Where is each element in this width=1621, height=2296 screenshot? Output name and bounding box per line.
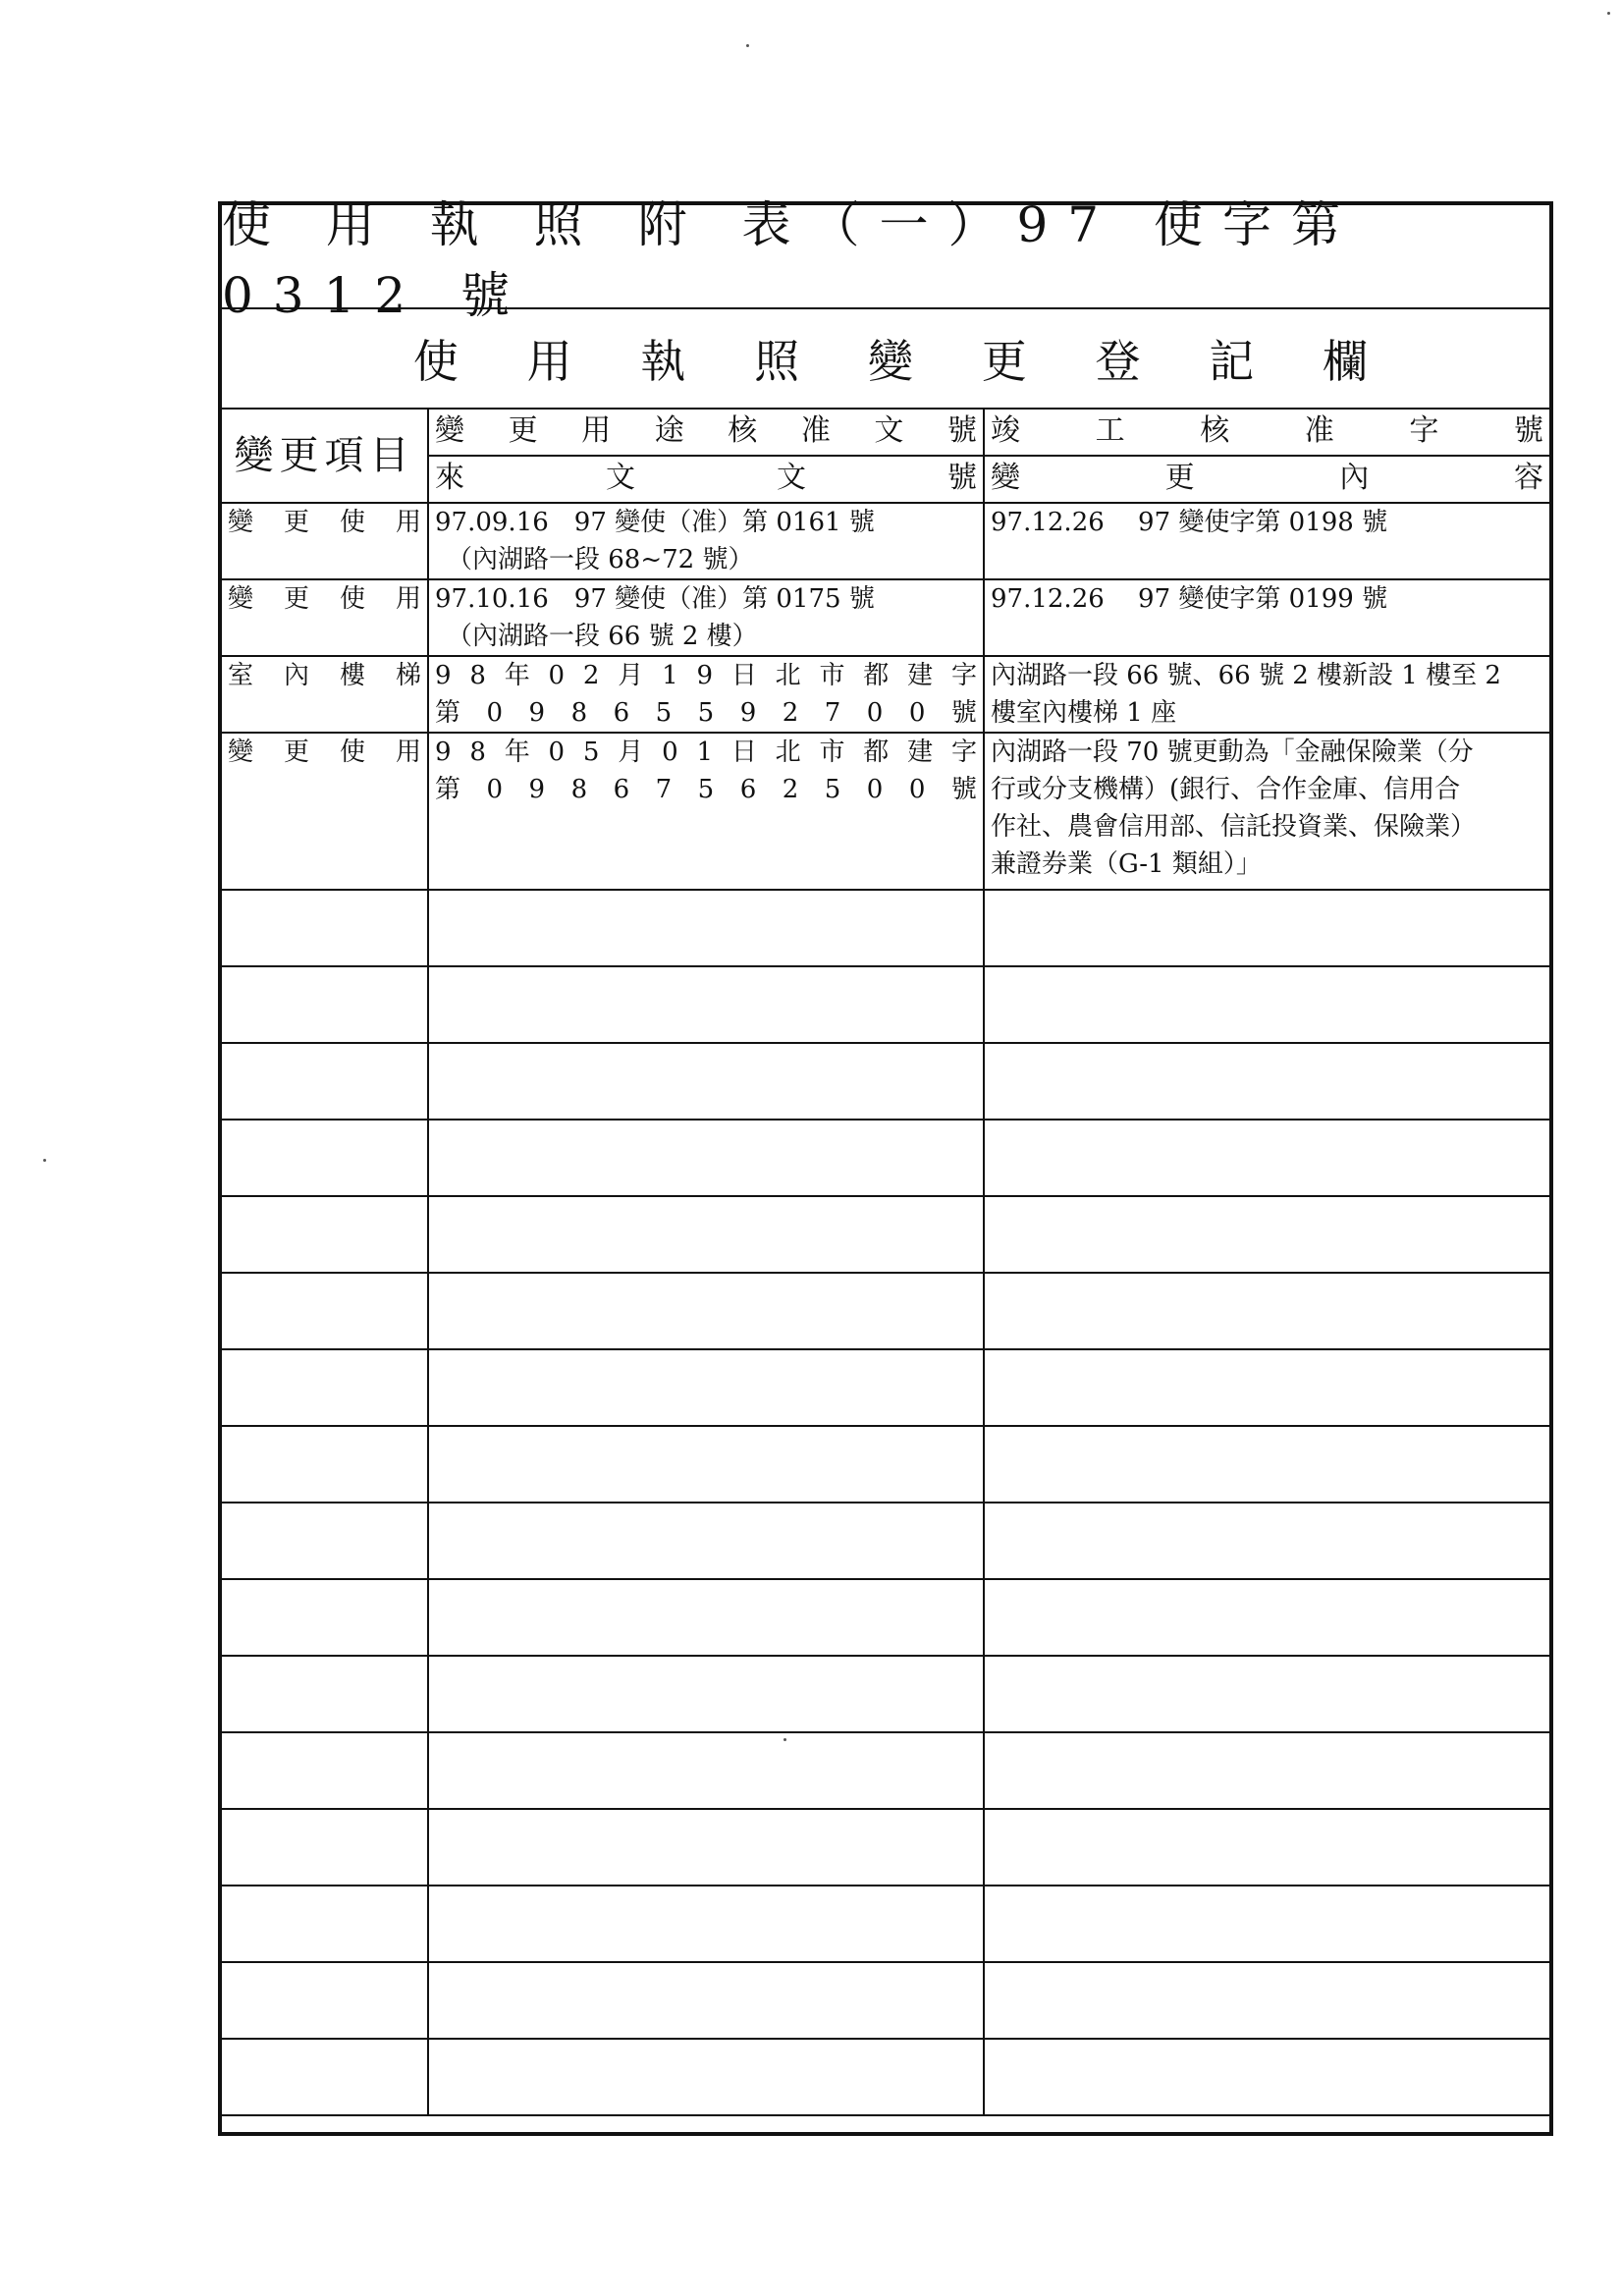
table-row	[222, 579, 1549, 656]
completion-line: 97.12.26 97 變使字第 0199 號	[991, 584, 1388, 614]
char: 9	[435, 738, 452, 767]
char: 日	[730, 661, 757, 690]
subtitle-char: 照	[754, 335, 800, 388]
license-attachment-table	[218, 196, 1553, 2136]
completion-line: 內湖路一段 66 號、66 號 2 樓新設 1 樓至 2	[991, 661, 1501, 690]
empty-cell	[428, 1349, 984, 1426]
empty-cell	[984, 1426, 1549, 1503]
document-title: 使 用 執 照 附 表（一）97 使字第 0312 號	[222, 205, 1549, 309]
empty-cell	[222, 966, 428, 1043]
subtitle-char: 使	[412, 335, 459, 388]
header-char: 核	[1200, 413, 1230, 448]
char: 0	[908, 775, 926, 804]
empty-row	[222, 2039, 1549, 2115]
empty-cell	[222, 1503, 428, 1579]
header-char: 途	[654, 413, 684, 448]
char: 5	[697, 775, 715, 804]
scan-speck	[1607, 12, 1610, 15]
empty-row	[222, 890, 1549, 966]
char: 號	[950, 775, 977, 804]
empty-row	[222, 1120, 1549, 1196]
char: 月	[618, 738, 644, 767]
char: 第	[435, 698, 461, 728]
item-char: 使	[339, 738, 365, 767]
header-completion-number	[984, 410, 1549, 456]
char: 5	[697, 698, 715, 728]
char: 0	[866, 698, 884, 728]
scan-speck	[746, 44, 749, 47]
char: 9	[739, 698, 757, 728]
empty-cell	[222, 1732, 428, 1809]
completion-line: 兼證券業（G-1 類組）」	[991, 849, 1262, 879]
header-char: 容	[1513, 461, 1543, 495]
empty-cell	[222, 1809, 428, 1886]
char: 0	[548, 661, 566, 690]
table-row	[222, 656, 1549, 733]
char: 9	[696, 661, 713, 690]
item-char: 樓	[339, 661, 365, 690]
subtitle-char: 登	[1095, 335, 1141, 388]
empty-cell	[428, 1809, 984, 1886]
subtitle-char: 記	[1209, 335, 1255, 388]
empty-cell	[222, 1349, 428, 1426]
char: 0	[908, 698, 926, 728]
char: 市	[819, 738, 845, 767]
char: 7	[824, 698, 841, 728]
approval-line	[435, 734, 977, 771]
empty-cell	[984, 1043, 1549, 1120]
char: 號	[950, 698, 977, 728]
subtitle-char: 用	[526, 335, 572, 388]
char: 月	[618, 661, 644, 690]
header-document-number	[428, 456, 984, 503]
table-row	[222, 503, 1549, 579]
item-char: 變	[228, 584, 254, 614]
empty-row	[222, 1349, 1549, 1426]
empty-cell	[428, 1043, 984, 1120]
item-char: 使	[339, 508, 365, 537]
header-char: 號	[947, 461, 977, 495]
empty-cell	[222, 1656, 428, 1732]
empty-cell	[222, 1043, 428, 1120]
empty-cell	[428, 890, 984, 966]
empty-cell	[984, 1732, 1549, 1809]
empty-cell	[222, 1273, 428, 1349]
char: 日	[730, 738, 757, 767]
empty-cell	[428, 1656, 984, 1732]
char: 8	[469, 661, 486, 690]
completion-cell	[984, 579, 1549, 656]
empty-cell	[222, 1886, 428, 1962]
empty-cell	[222, 1579, 428, 1656]
empty-cell	[428, 1196, 984, 1273]
char: 第	[435, 775, 461, 804]
empty-cell	[984, 1120, 1549, 1196]
header-char: 字	[1409, 413, 1439, 448]
empty-row	[222, 1656, 1549, 1732]
empty-cell	[984, 1196, 1549, 1273]
empty-cell	[428, 1962, 984, 2039]
char: 字	[950, 738, 977, 767]
empty-cell	[222, 1120, 428, 1196]
empty-row	[222, 1043, 1549, 1120]
approval-cell	[428, 579, 984, 656]
approval-address: （內湖路一段 68~72 號）	[447, 545, 754, 574]
item-char: 用	[395, 738, 421, 767]
header-char: 號	[1513, 413, 1543, 448]
char: 0	[486, 698, 504, 728]
char: 0	[662, 738, 678, 767]
char: 9	[435, 661, 452, 690]
empty-cell	[428, 966, 984, 1043]
char: 年	[504, 661, 530, 690]
char: 北	[775, 661, 801, 690]
empty-cell	[222, 1962, 428, 2039]
char: 7	[655, 775, 673, 804]
completion-line: 內湖路一段 70 號更動為「金融保險業（分	[991, 738, 1474, 767]
header-char: 號	[946, 413, 977, 448]
item-char: 使	[339, 584, 365, 614]
header-char: 准	[1304, 413, 1334, 448]
header-char: 文	[606, 461, 635, 495]
empty-row	[222, 1196, 1549, 1273]
change-item	[222, 503, 428, 579]
header-char: 准	[800, 413, 831, 448]
approval-line	[435, 657, 977, 694]
header-char: 竣	[991, 413, 1020, 448]
char: 都	[863, 738, 890, 767]
empty-cell	[428, 2039, 984, 2115]
header-char: 更	[508, 413, 538, 448]
empty-cell	[984, 1886, 1549, 1962]
empty-cell	[428, 1732, 984, 1809]
approval-cell	[428, 656, 984, 733]
approval-line: 97.10.16 97 變使（准）第 0175 號	[435, 584, 875, 614]
header-char: 用	[581, 413, 612, 448]
char: 9	[528, 698, 546, 728]
char: 2	[782, 775, 799, 804]
subtitle-char: 更	[981, 335, 1027, 388]
header-row	[222, 410, 1549, 456]
empty-cell	[984, 1656, 1549, 1732]
char: 0	[866, 775, 884, 804]
empty-cell	[984, 890, 1549, 966]
char: 市	[819, 661, 845, 690]
empty-cell	[428, 1886, 984, 1962]
empty-cell	[222, 890, 428, 966]
approval-line	[435, 771, 977, 808]
empty-cell	[984, 1962, 1549, 2039]
approval-cell	[428, 503, 984, 579]
completion-line: 行或分支機構）(銀行、合作金庫、信用合	[991, 775, 1461, 804]
empty-row	[222, 1886, 1549, 1962]
approval-address: （內湖路一段 66 號 2 樓）	[447, 622, 758, 651]
header-char: 內	[1339, 461, 1370, 495]
header-item: 變更項目	[222, 410, 428, 503]
char: 1	[696, 738, 713, 767]
subtitle-char: 執	[640, 335, 686, 388]
empty-cell	[222, 1426, 428, 1503]
item-char: 內	[283, 661, 309, 690]
change-item	[222, 733, 428, 890]
char: 建	[907, 738, 934, 767]
change-item	[222, 579, 428, 656]
item-char: 更	[283, 508, 309, 537]
empty-cell	[984, 966, 1549, 1043]
char: 6	[613, 698, 630, 728]
char: 0	[548, 738, 566, 767]
header-char: 文	[777, 461, 806, 495]
empty-row	[222, 1503, 1549, 1579]
item-char: 用	[395, 584, 421, 614]
header-char: 核	[728, 413, 758, 448]
header-approval-number	[428, 410, 984, 456]
header-char: 來	[435, 461, 464, 495]
char: 字	[950, 661, 977, 690]
header-char: 文	[874, 413, 904, 448]
item-char: 變	[228, 508, 254, 537]
completion-cell	[984, 733, 1549, 890]
empty-row	[222, 1579, 1549, 1656]
item-char: 更	[283, 584, 309, 614]
char: 0	[486, 775, 504, 804]
empty-cell	[984, 1349, 1549, 1426]
char: 8	[570, 775, 588, 804]
empty-cell	[984, 1273, 1549, 1349]
char: 北	[775, 738, 801, 767]
empty-cell	[222, 1196, 428, 1273]
subtitle-char: 變	[867, 335, 913, 388]
empty-cell	[984, 1503, 1549, 1579]
empty-cell	[428, 1120, 984, 1196]
empty-cell	[222, 2039, 428, 2115]
char: 8	[570, 698, 588, 728]
empty-row	[222, 966, 1549, 1043]
item-char: 室	[228, 661, 254, 690]
table-row	[222, 733, 1549, 890]
empty-cell	[428, 1579, 984, 1656]
header-char: 更	[1164, 461, 1195, 495]
completion-line: 作社、農會信用部、信託投資業、保險業）	[991, 812, 1477, 842]
change-item	[222, 656, 428, 733]
char: 都	[863, 661, 890, 690]
char: 6	[613, 775, 630, 804]
char: 1	[662, 661, 678, 690]
completion-cell	[984, 656, 1549, 733]
empty-cell	[984, 2039, 1549, 2115]
empty-row	[222, 1732, 1549, 1809]
empty-row	[222, 1809, 1549, 1886]
empty-cell	[428, 1503, 984, 1579]
item-char: 更	[283, 738, 309, 767]
char: 建	[907, 661, 934, 690]
char: 5	[655, 698, 673, 728]
char: 8	[469, 738, 486, 767]
char: 2	[782, 698, 799, 728]
char: 9	[528, 775, 546, 804]
approval-cell	[428, 733, 984, 890]
empty-cell	[984, 1809, 1549, 1886]
approval-line: 97.09.16 97 變使（准）第 0161 號	[435, 508, 875, 537]
change-register-table	[222, 410, 1549, 2116]
char: 2	[582, 661, 600, 690]
header-change-content	[984, 456, 1549, 503]
completion-line: 樓室內樓梯 1 座	[991, 698, 1177, 728]
empty-cell	[984, 1579, 1549, 1656]
header-char: 變	[435, 413, 464, 448]
scan-speck	[43, 1159, 46, 1162]
empty-row	[222, 1273, 1549, 1349]
item-char: 梯	[395, 661, 421, 690]
header-char: 工	[1095, 413, 1125, 448]
char: 5	[582, 738, 600, 767]
char: 6	[739, 775, 757, 804]
header-char: 變	[991, 461, 1020, 495]
char: 年	[504, 738, 530, 767]
empty-cell	[428, 1426, 984, 1503]
approval-line	[435, 694, 977, 732]
empty-row	[222, 1426, 1549, 1503]
subtitle-char: 欄	[1323, 335, 1368, 388]
empty-cell	[428, 1273, 984, 1349]
char: 5	[824, 775, 841, 804]
item-char: 用	[395, 508, 421, 537]
item-char: 變	[228, 738, 254, 767]
empty-row	[222, 1962, 1549, 2039]
completion-line: 97.12.26 97 變使字第 0198 號	[991, 508, 1388, 537]
completion-cell	[984, 503, 1549, 579]
